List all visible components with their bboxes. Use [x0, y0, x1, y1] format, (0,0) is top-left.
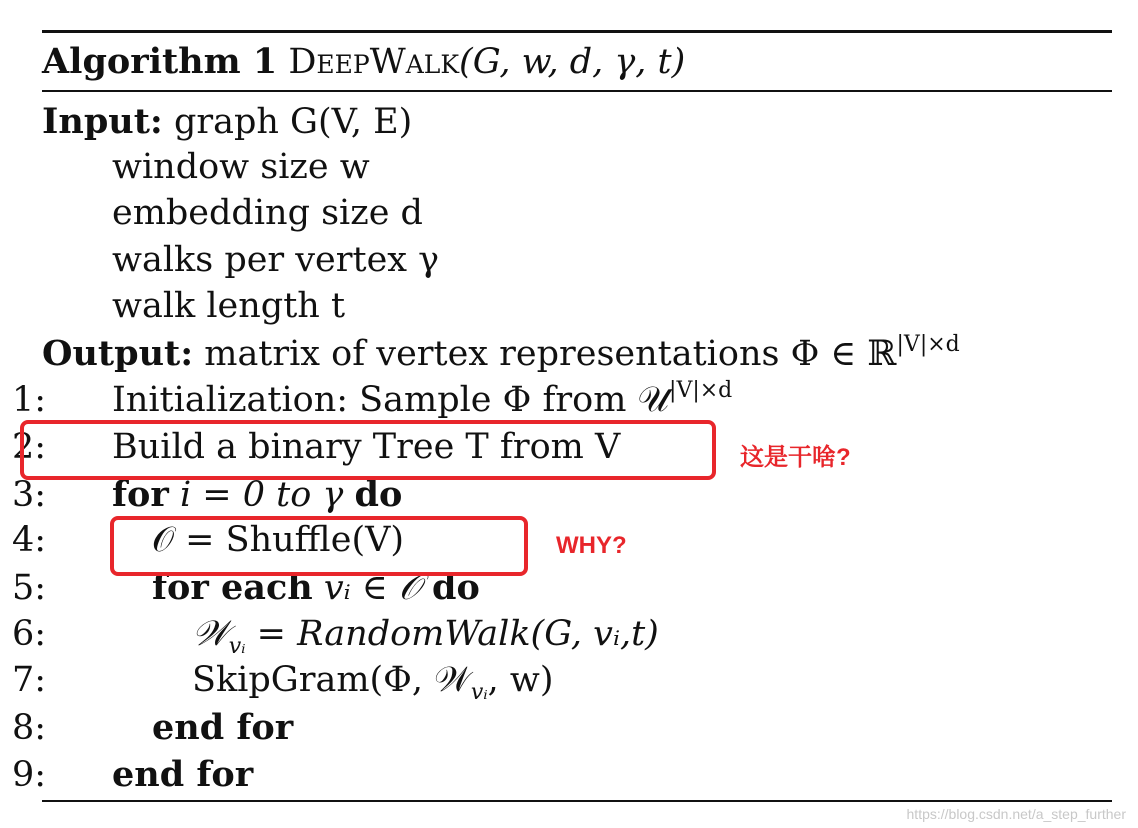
- step-sub: vᵢ: [470, 680, 488, 705]
- bottom-rule: [42, 800, 1112, 802]
- input-label: Input:: [42, 101, 163, 142]
- input-line-3: [112, 240, 440, 280]
- step-text: 𝒪 = Shuffle(V): [152, 520, 405, 560]
- algorithm-header: [42, 41, 686, 82]
- step-rest: , w): [487, 660, 554, 700]
- step-text: SkipGram(Φ, 𝒲: [192, 660, 471, 700]
- step-number: 8:: [11, 708, 46, 748]
- output-label: Output:: [42, 333, 194, 374]
- step-7: [0, 660, 554, 705]
- highlight-box-step-2: [20, 420, 716, 480]
- step-9: [0, 754, 254, 795]
- step-number: 7:: [11, 660, 46, 700]
- step-keyword: end for: [112, 754, 254, 795]
- algorithm-params: (G, w, d, γ, t): [459, 42, 686, 82]
- input-line-1: [112, 147, 370, 187]
- step-text: vᵢ ∈ 𝒪: [323, 568, 421, 608]
- step-number: 9:: [11, 755, 46, 795]
- step-text: Build a binary Tree T from V: [112, 427, 621, 467]
- header-rule: [42, 90, 1112, 92]
- step-rest: = RandomWalk(G, vᵢ,t): [245, 614, 659, 654]
- top-rule: [42, 30, 1112, 33]
- step-6: [0, 614, 659, 659]
- watermark: https://blog.csdn.net/a_step_further: [906, 806, 1126, 822]
- step-number: 1:: [11, 380, 46, 420]
- step-number: 3:: [11, 475, 46, 515]
- step-keyword: end for: [152, 707, 294, 748]
- step-number: 5:: [11, 568, 46, 608]
- step-keyword: for each: [152, 567, 313, 608]
- input-item: window size w: [112, 147, 370, 187]
- step-text: i = 0 to γ: [179, 475, 344, 515]
- input-item: graph G(V, E): [173, 102, 413, 142]
- input-item: embedding size d: [112, 193, 423, 233]
- input-line-0: [42, 101, 413, 142]
- step-number: 6:: [11, 614, 46, 654]
- input-line-2: [112, 193, 423, 233]
- input-item: walks per vertex γ: [112, 240, 440, 280]
- annotation-note-2: WHY?: [556, 532, 627, 559]
- step-number: 4:: [11, 520, 46, 560]
- step-keyword: do: [354, 474, 403, 515]
- input-item: walk length t: [112, 286, 346, 326]
- algorithm-label: Algorithm 1: [42, 41, 278, 82]
- output-text: matrix of vertex representations Φ ∈ ℝ: [204, 334, 897, 374]
- step-sub: vᵢ: [228, 634, 246, 659]
- step-3: [0, 474, 403, 515]
- step-1: [0, 378, 733, 420]
- highlight-box-step-4: [110, 516, 528, 576]
- step-number: 2:: [11, 427, 46, 467]
- algorithm-name: DeepWalk: [288, 42, 460, 82]
- step-keyword: for: [112, 474, 169, 515]
- step-text: Initialization: Sample Φ from 𝒰: [112, 380, 670, 420]
- step-8: [0, 707, 294, 748]
- output-line: [42, 332, 960, 374]
- step-keyword: do: [432, 567, 480, 608]
- input-line-4: [112, 286, 346, 326]
- step-sup: |V|×d: [669, 378, 733, 403]
- annotation-note-1: 这是干啥?: [740, 444, 851, 471]
- output-sup: |V|×d: [896, 332, 960, 357]
- step-text: 𝒲: [192, 614, 229, 654]
